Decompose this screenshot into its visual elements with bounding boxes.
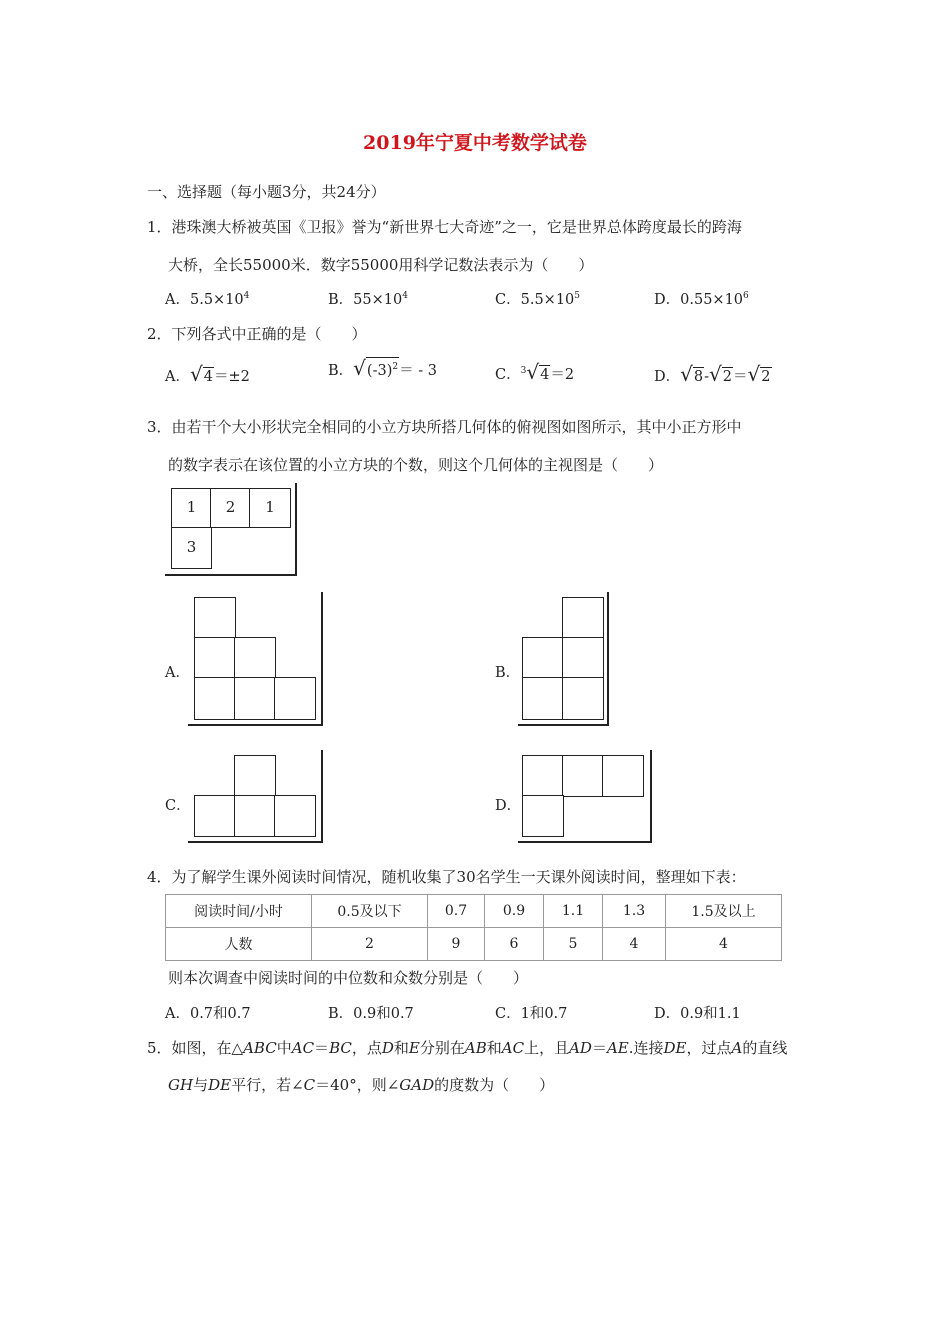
q3-stem-line1: 3．由若干个大小形状完全相同的小立方块所搭几何体的俯视图如图所示，其中小正方形中 <box>147 418 742 436</box>
q4-option-c: C．1和0.7 <box>495 1006 568 1022</box>
table-cell: 5 <box>544 928 603 961</box>
table-cell: 6 <box>485 928 544 961</box>
q1-option-c: C．$5.5\times 10^5$ <box>495 291 581 308</box>
table-header-cell: 1.3 <box>603 895 666 928</box>
cube-square <box>562 597 604 639</box>
table-header-cell: 阅读时间/小时 <box>166 895 312 928</box>
q5-stem-line2: GH与DE平行，若∠C＝40°，则∠GAD的度数为（ ） <box>168 1076 555 1094</box>
cube-square <box>274 795 316 837</box>
q3-option-d-figure <box>518 750 652 843</box>
q4-option-b: B．0.9和0.7 <box>328 1006 414 1022</box>
cube-square <box>194 677 236 720</box>
q4-option-d: D．0.9和1.1 <box>654 1006 741 1022</box>
q3-stem-line2: 的数字表示在该位置的小立方块的个数，则这个几何体的主视图是（ ） <box>168 456 664 474</box>
top-view-figure <box>165 483 297 576</box>
table-cell: 9 <box>428 928 485 961</box>
q2-option-d: D．√8-√2＝√2 <box>654 362 771 386</box>
cube-square <box>602 755 644 797</box>
q1-option-b: B．$55\times 10^4$ <box>328 291 408 308</box>
reading-time-table <box>165 894 782 961</box>
q3-option-c-label: C． <box>165 798 191 814</box>
q1-option-a: A．$5.5\times 10^4$ <box>165 291 250 308</box>
cube-square <box>522 755 564 797</box>
q1-stem-line1: 1．港珠澳大桥被英国《卫报》誉为“新世界七大奇迹”之一，它是世界总体跨度最长的跨海 <box>147 218 742 236</box>
q3-option-c-figure <box>188 750 323 843</box>
table-header-row <box>166 895 782 928</box>
q4-stem: 4．为了解学生课外阅读时间情况，随机收集了30名学生一天课外阅读时间，整理如下表： <box>147 868 746 886</box>
table-cell: 4 <box>666 928 782 961</box>
table-row <box>166 928 782 961</box>
table-cell: 2 <box>312 928 428 961</box>
table-cell: 4 <box>603 928 666 961</box>
cube-square <box>562 637 604 679</box>
q5-stem-line1: 5．如图，在△ABC中AC＝BC，点D和E分别在AB和AC上，且AD＝AE.连接DE，过点A的直线 <box>147 1039 788 1057</box>
cube-square <box>234 795 276 837</box>
cube-square <box>234 677 276 720</box>
table-header-cell: 0.7 <box>428 895 485 928</box>
q3-option-a-label: A． <box>165 665 190 681</box>
cube-square <box>522 677 564 720</box>
q1-option-d: D．$0.55\times 10^6$ <box>654 291 749 308</box>
page-title: 2019年宁夏中考数学试卷 <box>363 132 587 154</box>
q3-option-b-figure <box>518 592 609 726</box>
cube-square <box>234 637 276 679</box>
top-view-cell: 3 <box>171 527 212 569</box>
top-view-cell: 1 <box>171 488 212 528</box>
top-view-cell: 1 <box>249 488 291 528</box>
q3-option-b-label: B． <box>495 665 521 681</box>
cube-square <box>562 755 604 797</box>
cube-square <box>194 597 236 639</box>
q4-option-a: A．0.7和0.7 <box>165 1006 251 1022</box>
cube-square <box>562 677 604 720</box>
table-header-cell: 0.9 <box>485 895 544 928</box>
q2-option-c: C．$^3$√4＝2 <box>495 360 575 384</box>
q3-option-a-figure <box>188 592 323 726</box>
q3-option-d-label: D． <box>495 798 522 814</box>
cube-square <box>522 637 564 679</box>
table-header-cell: 0.5及以下 <box>312 895 428 928</box>
table-header-cell: 1.1 <box>544 895 603 928</box>
q1-stem-line2: 大桥，全长55000米．数字55000用科学记数法表示为（ ） <box>168 256 594 274</box>
cube-square <box>274 677 316 720</box>
top-view-cell: 2 <box>210 488 251 528</box>
q4-question: 则本次调查中阅读时间的中位数和众数分别是（ ） <box>168 969 529 987</box>
section-heading: 一、选择题（每小题3分，共24分） <box>147 183 386 201</box>
cube-square <box>194 795 236 837</box>
cube-square <box>234 755 276 797</box>
q2-option-b: B．$√(-3)^2= - 3$ <box>328 356 437 380</box>
q2-option-a: A．√4＝±2 <box>165 362 250 386</box>
q2-stem: 2．下列各式中正确的是（ ） <box>147 325 367 343</box>
table-header-cell: 1.5及以上 <box>666 895 782 928</box>
cube-square <box>522 795 564 837</box>
table-cell: 人数 <box>166 928 312 961</box>
cube-square <box>194 637 236 679</box>
